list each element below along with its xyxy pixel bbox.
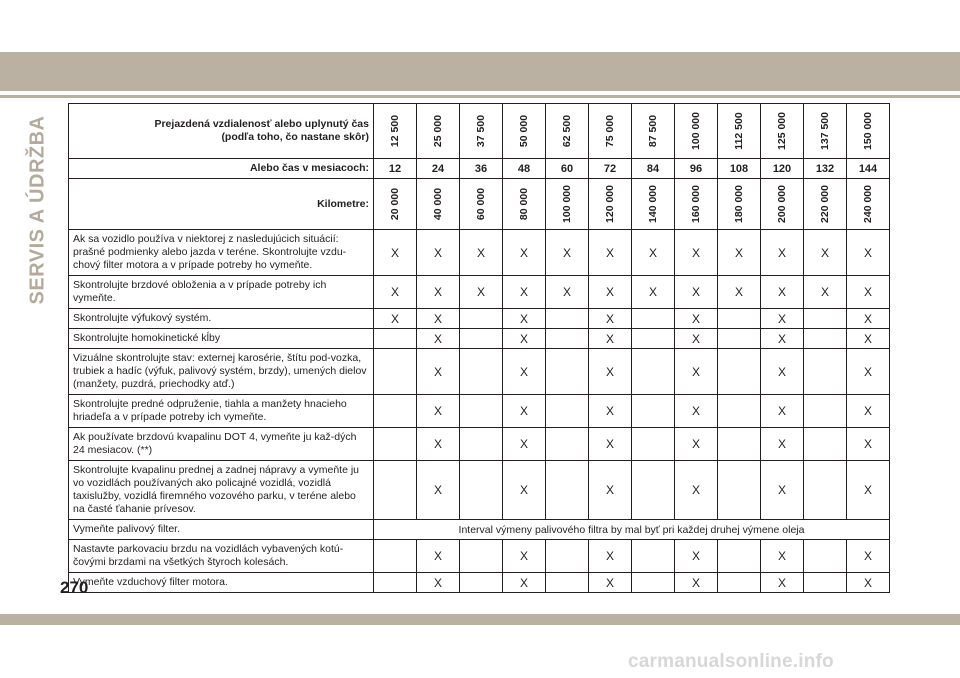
service-mark: X (761, 573, 804, 593)
service-mark (460, 573, 503, 593)
schedule-row (69, 520, 890, 540)
km-label: Kilometre: (69, 179, 374, 230)
service-mark (804, 540, 847, 573)
months-value: 144 (847, 159, 890, 179)
service-mark: X (675, 395, 718, 428)
service-mark (718, 428, 761, 461)
service-mark: X (503, 428, 546, 461)
service-mark (804, 349, 847, 395)
distance-value: 150 000 (862, 112, 874, 150)
distance-header-cell (374, 104, 417, 159)
distance-value: 50 000 (518, 114, 530, 148)
service-mark: X (675, 349, 718, 395)
service-mark: X (804, 230, 847, 276)
maintenance-schedule-table (68, 103, 890, 593)
service-mark: X (847, 309, 890, 329)
distance-value: 62 500 (561, 114, 573, 148)
service-mark: X (589, 276, 632, 309)
service-mark (546, 349, 589, 395)
service-mark: X (761, 461, 804, 520)
distance-value: 87 500 (647, 114, 659, 148)
service-mark: X (675, 329, 718, 349)
task-label: Nastavte parkovaciu brzdu na vozidlách vybavených kotú-čovými brzdami na všetkých štyroch kolesách. (69, 540, 374, 573)
km-header-cell (460, 179, 503, 230)
months-value: 36 (460, 159, 503, 179)
watermark: carmanualsonline.info (628, 651, 834, 672)
service-mark: X (675, 428, 718, 461)
schedule-row (69, 349, 890, 395)
service-mark: X (761, 540, 804, 573)
service-mark (460, 428, 503, 461)
service-mark: X (589, 428, 632, 461)
service-mark (546, 461, 589, 520)
service-mark (460, 309, 503, 329)
months-value: 108 (718, 159, 761, 179)
service-mark: X (761, 230, 804, 276)
service-mark (632, 573, 675, 593)
service-mark (718, 395, 761, 428)
service-mark (460, 329, 503, 349)
service-mark: X (417, 230, 460, 276)
service-mark: X (417, 573, 460, 593)
service-mark: X (761, 276, 804, 309)
service-mark: X (589, 349, 632, 395)
service-mark (632, 329, 675, 349)
service-mark: X (804, 276, 847, 309)
service-mark (632, 461, 675, 520)
service-mark: X (675, 461, 718, 520)
service-mark (374, 349, 417, 395)
service-mark: X (675, 573, 718, 593)
task-label: Vymeňte palivový filter. (69, 520, 374, 540)
months-value: 48 (503, 159, 546, 179)
km-value: 60 000 (475, 187, 487, 221)
task-label: Skontrolujte brzdové obloženia a v prípade potreby ich vymeňte. (69, 276, 374, 309)
task-label: Skontrolujte výfukový systém. (69, 309, 374, 329)
task-label: Vymeňte vzduchový filter motora. (69, 573, 374, 593)
task-label: Skontrolujte homokinetické kĺby (69, 329, 374, 349)
distance-header-cell (804, 104, 847, 159)
km-header-cell (675, 179, 718, 230)
service-mark: X (417, 428, 460, 461)
km-header-row (69, 179, 890, 230)
months-value: 132 (804, 159, 847, 179)
km-header-cell (632, 179, 675, 230)
service-mark: X (675, 540, 718, 573)
service-mark (374, 573, 417, 593)
service-mark (718, 349, 761, 395)
months-value: 72 (589, 159, 632, 179)
km-value: 240 000 (862, 185, 874, 223)
service-mark (546, 573, 589, 593)
header-band (0, 52, 960, 91)
service-mark: X (632, 276, 675, 309)
service-mark: X (847, 573, 890, 593)
km-value: 20 000 (389, 187, 401, 221)
schedule-row (69, 329, 890, 349)
months-value: 96 (675, 159, 718, 179)
task-label: Ak používate brzdovú kvapalinu DOT 4, vymeňte ju kaž-dých 24 mesiacov. (**) (69, 428, 374, 461)
service-mark (804, 461, 847, 520)
distance-header-cell (761, 104, 804, 159)
task-label: Skontrolujte kvapalinu prednej a zadnej nápravy a vymeňte ju vo vozidlách používaných ako policajné vozidlá, vozidlá taxislužby, vozidlá firemného vozového parku, v teréne alebo na časté ťahanie prívesov. (69, 461, 374, 520)
service-mark (718, 461, 761, 520)
km-header-cell (417, 179, 460, 230)
km-value: 140 000 (647, 185, 659, 223)
service-mark: X (847, 276, 890, 309)
service-mark (374, 461, 417, 520)
service-mark: X (847, 230, 890, 276)
months-value: 120 (761, 159, 804, 179)
months-value: 24 (417, 159, 460, 179)
service-mark (804, 395, 847, 428)
service-mark: X (675, 230, 718, 276)
interval-note: Interval výmeny palivového filtra by mal byť pri každej druhej výmene oleja (374, 520, 890, 540)
service-mark: X (417, 461, 460, 520)
distance-header-cell (718, 104, 761, 159)
months-label: Alebo čas v mesiacoch: (69, 159, 374, 179)
distance-header-cell (417, 104, 460, 159)
distance-label-line1: Prejazdená vzdialenosť alebo uplynutý čas (154, 118, 369, 130)
km-header-cell (374, 179, 417, 230)
schedule-row (69, 573, 890, 593)
service-mark: X (503, 573, 546, 593)
service-mark: X (589, 540, 632, 573)
schedule-row (69, 540, 890, 573)
service-mark: X (589, 395, 632, 428)
service-mark: X (589, 461, 632, 520)
distance-header-cell (503, 104, 546, 159)
service-mark (804, 309, 847, 329)
distance-header-cell (460, 104, 503, 159)
task-label: Skontrolujte predné odpruženie, tiahla a manžety hnacieho hriadeľa a v prípade potreby ich vymeňte. (69, 395, 374, 428)
service-mark: X (847, 329, 890, 349)
header-rule (0, 95, 960, 98)
service-mark (460, 540, 503, 573)
service-mark (546, 428, 589, 461)
km-value: 100 000 (561, 185, 573, 223)
service-mark: X (589, 309, 632, 329)
service-mark: X (761, 428, 804, 461)
service-mark: X (503, 276, 546, 309)
service-mark (460, 461, 503, 520)
km-header-cell (761, 179, 804, 230)
km-header-cell (546, 179, 589, 230)
distance-header-cell (632, 104, 675, 159)
service-mark: X (503, 309, 546, 329)
service-mark (546, 309, 589, 329)
footer-band (0, 614, 960, 625)
service-mark: X (546, 230, 589, 276)
km-value: 180 000 (733, 185, 745, 223)
distance-value: 75 000 (604, 114, 616, 148)
service-mark: X (374, 276, 417, 309)
service-mark: X (417, 276, 460, 309)
km-value: 80 000 (518, 187, 530, 221)
km-value: 160 000 (690, 185, 702, 223)
distance-header-cell (546, 104, 589, 159)
service-mark: X (847, 428, 890, 461)
service-mark: X (417, 540, 460, 573)
months-header-row (69, 159, 890, 179)
service-mark (804, 329, 847, 349)
km-header-cell (718, 179, 761, 230)
service-mark (632, 395, 675, 428)
km-header-cell (847, 179, 890, 230)
distance-header-cell (847, 104, 890, 159)
distance-label-line2: (podľa toho, čo nastane skôr) (221, 131, 369, 143)
distance-value: 125 000 (776, 112, 788, 150)
service-mark: X (675, 276, 718, 309)
service-mark (632, 428, 675, 461)
service-mark: X (675, 309, 718, 329)
service-mark: X (589, 230, 632, 276)
service-mark (804, 428, 847, 461)
distance-header-cell (675, 104, 718, 159)
service-mark (804, 573, 847, 593)
km-value: 40 000 (432, 187, 444, 221)
service-mark: X (847, 461, 890, 520)
service-mark: X (503, 540, 546, 573)
service-mark: X (761, 349, 804, 395)
service-mark: X (503, 461, 546, 520)
schedule-row (69, 428, 890, 461)
service-mark: X (847, 395, 890, 428)
km-value: 120 000 (604, 185, 616, 223)
service-mark: X (761, 329, 804, 349)
service-mark (374, 540, 417, 573)
km-value: 200 000 (776, 185, 788, 223)
schedule-row (69, 395, 890, 428)
service-mark: X (460, 276, 503, 309)
distance-value: 112 500 (733, 112, 745, 150)
service-mark: X (374, 309, 417, 329)
months-value: 84 (632, 159, 675, 179)
distance-value: 137 500 (819, 112, 831, 150)
distance-value: 100 000 (690, 112, 702, 150)
schedule-row (69, 309, 890, 329)
distance-label-cell (69, 104, 374, 159)
service-mark (546, 540, 589, 573)
months-value: 12 (374, 159, 417, 179)
km-value: 220 000 (819, 185, 831, 223)
task-label: Ak sa vozidlo používa v niektorej z nasledujúcich situácií: prašné podmienky alebo jazda v teréne. Skontrolujte vzdu-chový filter motora a v prípade potreby ho vymeňte. (69, 230, 374, 276)
schedule-row (69, 276, 890, 309)
service-mark (546, 329, 589, 349)
service-mark: X (503, 349, 546, 395)
service-mark (374, 428, 417, 461)
service-mark: X (718, 276, 761, 309)
page-number: 270 (60, 578, 89, 597)
distance-value: 12 500 (389, 114, 401, 148)
service-mark: X (417, 329, 460, 349)
km-header-cell (589, 179, 632, 230)
service-mark: X (546, 276, 589, 309)
service-mark: X (503, 395, 546, 428)
service-mark (718, 329, 761, 349)
task-label: Vizuálne skontrolujte stav: externej karosérie, štítu pod-vozka, trubiek a hadíc (výfuk, palivový systém, brzdy), umených dielov (manžety, puzdrá, priechodky atď.) (69, 349, 374, 395)
service-mark (632, 540, 675, 573)
service-mark (460, 395, 503, 428)
distance-value: 37 500 (475, 114, 487, 148)
service-mark: X (417, 309, 460, 329)
distance-header-cell (589, 104, 632, 159)
section-title: SERVIS A ÚDRŽBA (26, 115, 49, 305)
service-mark: X (632, 230, 675, 276)
service-mark (718, 540, 761, 573)
service-mark: X (374, 230, 417, 276)
service-mark (460, 349, 503, 395)
service-mark: X (589, 329, 632, 349)
service-mark (632, 309, 675, 329)
km-header-cell (804, 179, 847, 230)
service-mark: X (847, 540, 890, 573)
service-mark: X (761, 309, 804, 329)
schedule-row (69, 461, 890, 520)
service-mark: X (417, 349, 460, 395)
service-mark: X (503, 329, 546, 349)
distance-value: 25 000 (432, 114, 444, 148)
distance-header-row (69, 104, 890, 159)
service-mark (374, 329, 417, 349)
service-mark: X (761, 395, 804, 428)
service-mark: X (718, 230, 761, 276)
service-mark: X (503, 230, 546, 276)
service-mark (718, 309, 761, 329)
service-mark (632, 349, 675, 395)
km-header-cell (503, 179, 546, 230)
service-mark: X (417, 395, 460, 428)
months-value: 60 (546, 159, 589, 179)
service-mark: X (847, 349, 890, 395)
service-mark (718, 573, 761, 593)
service-mark: X (589, 573, 632, 593)
schedule-row (69, 230, 890, 276)
service-mark: X (460, 230, 503, 276)
service-mark (374, 395, 417, 428)
service-mark (546, 395, 589, 428)
